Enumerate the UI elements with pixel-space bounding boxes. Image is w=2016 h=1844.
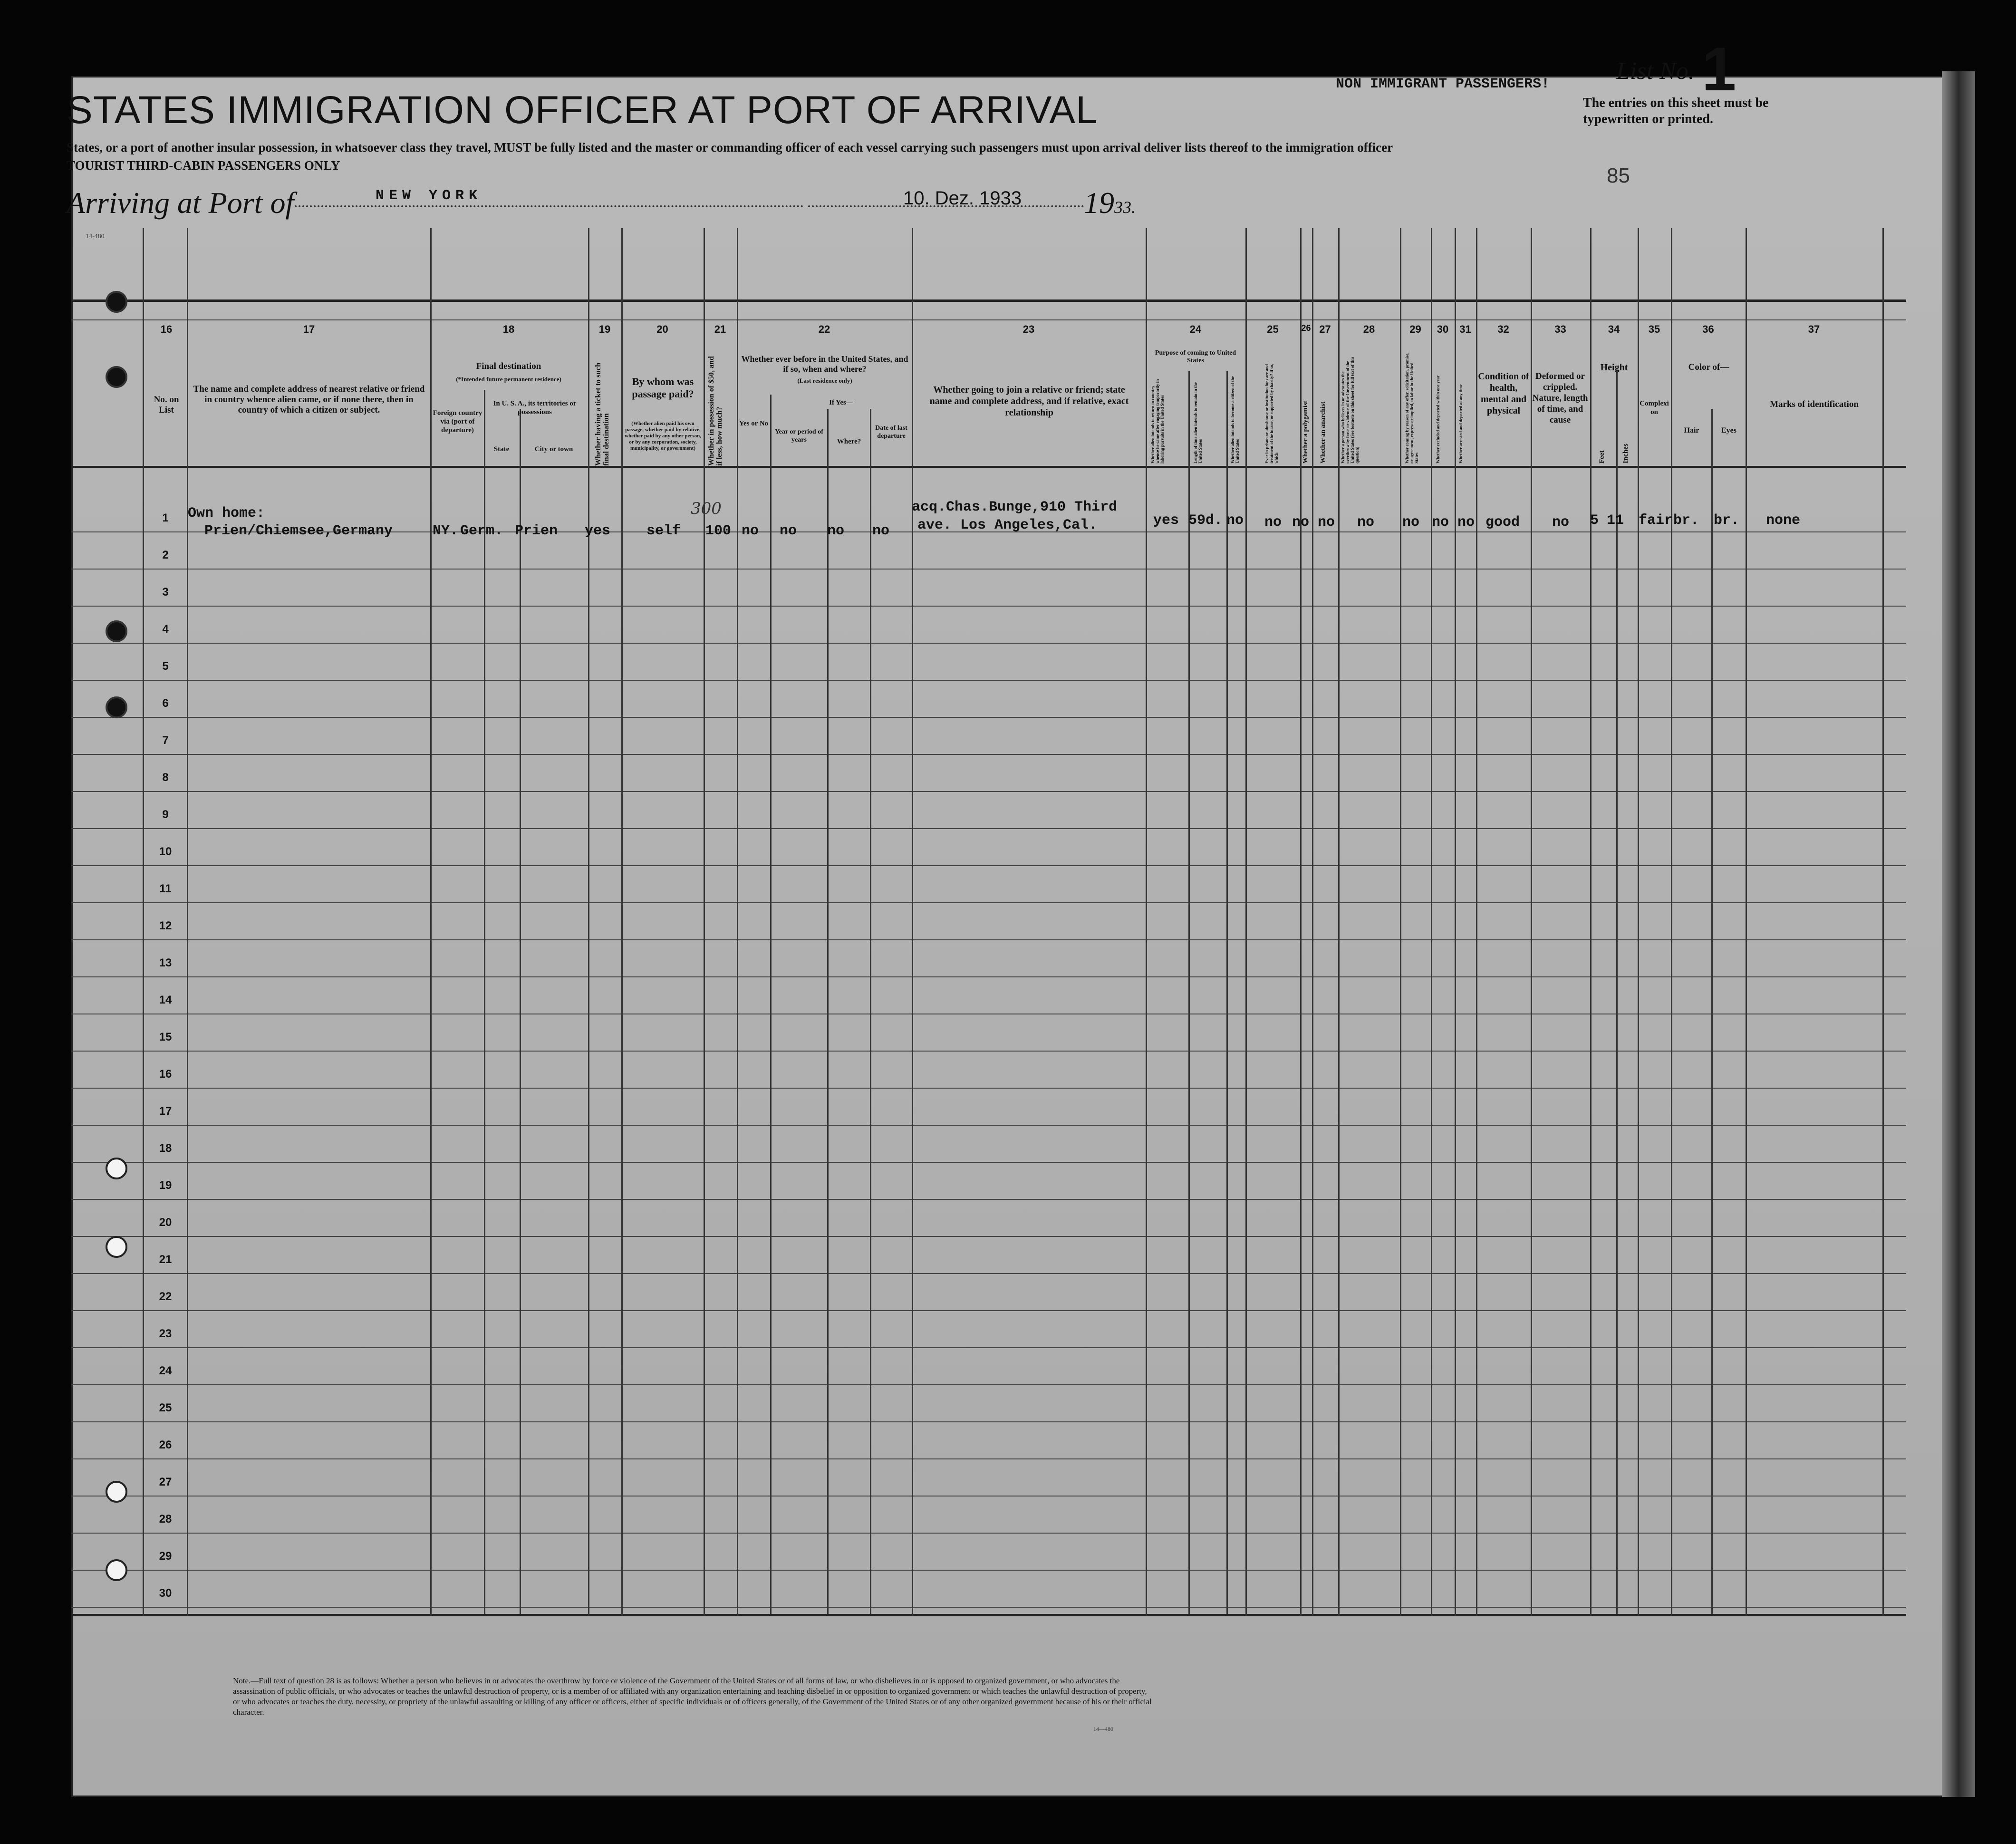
column-number: 34 bbox=[1608, 323, 1620, 335]
header-intends-citizen: Whether alien intends to become a citizen of the United States bbox=[1230, 376, 1240, 463]
col-divider bbox=[1531, 228, 1532, 1616]
header-length-of-stay: Length of time alien intends to remain in the United States bbox=[1193, 382, 1203, 463]
row-number: 16 bbox=[159, 1068, 172, 1081]
row-rule bbox=[71, 1273, 1906, 1274]
header-deformed: Deformed or crippled. Nature, length of time, and cause bbox=[1532, 371, 1588, 425]
col-divider bbox=[588, 228, 589, 1616]
cell-eyes: br. bbox=[1714, 512, 1740, 529]
row-number: 7 bbox=[162, 734, 169, 747]
header-color: Color of— bbox=[1688, 362, 1729, 372]
column-number: 32 bbox=[1497, 323, 1509, 335]
binder-hole bbox=[106, 366, 127, 388]
row-rule bbox=[71, 1125, 1906, 1126]
col-divider bbox=[1476, 228, 1477, 1616]
header-health: Condition of health, mental and physical bbox=[1478, 371, 1529, 416]
row-number: 6 bbox=[162, 697, 169, 710]
column-number: 33 bbox=[1554, 323, 1566, 335]
header-yes-no: Yes or No bbox=[739, 420, 769, 427]
arrival-year: 1933. bbox=[1084, 186, 1136, 220]
column-number: 21 bbox=[714, 323, 726, 335]
row-number: 21 bbox=[159, 1253, 172, 1266]
col-divider bbox=[1746, 228, 1747, 1616]
cell-hair: br. bbox=[1673, 512, 1699, 529]
col-divider bbox=[1616, 371, 1618, 1614]
row-number: 12 bbox=[159, 919, 172, 932]
column-number: 19 bbox=[598, 323, 611, 335]
row-number: 26 bbox=[159, 1439, 172, 1451]
header-relative-address: The name and complete address of nearest relative or friend in country whence alien came, or if none there, then in country of which a citizen or subject. bbox=[193, 384, 425, 415]
table-top-rule bbox=[71, 299, 1906, 302]
cell-excluded: no bbox=[1432, 514, 1449, 531]
cell-return: yes bbox=[1153, 512, 1179, 529]
cell-money-handwritten: 300 bbox=[691, 499, 722, 518]
column-number: 27 bbox=[1319, 323, 1331, 335]
row-rule bbox=[71, 828, 1906, 829]
cell-length: 59d. bbox=[1188, 512, 1223, 529]
col-divider bbox=[870, 409, 871, 1614]
header-if-yes: If Yes— bbox=[829, 399, 853, 406]
header-prison: Ever in prison or almshouse or institution for care and treatment of the insane, or supported by charity? If so, which bbox=[1264, 364, 1279, 463]
row-rule bbox=[71, 606, 1906, 607]
column-number: 29 bbox=[1409, 323, 1421, 335]
header-ticket: Whether having a ticket to such final destination bbox=[594, 362, 610, 466]
cell-city: Prien bbox=[515, 523, 558, 539]
header-marks: Marks of identification bbox=[1770, 399, 1859, 409]
cell-complexion: fair bbox=[1639, 512, 1673, 529]
header-where: Where? bbox=[837, 438, 861, 445]
row-rule bbox=[71, 1236, 1906, 1237]
row-number: 22 bbox=[159, 1290, 172, 1303]
cell-before-year: no bbox=[780, 523, 797, 539]
header-overthrow: Whether a person who believes in or advocates the overthrow by force or violence of the Government of the United States (See footnote on this sheet for full text of this question) bbox=[1341, 357, 1360, 463]
row-number: 1 bbox=[162, 512, 169, 524]
col-divider bbox=[1431, 228, 1432, 1616]
header-eyes: Eyes bbox=[1721, 426, 1736, 434]
cell-before-yesno: no bbox=[742, 523, 759, 539]
row-rule bbox=[71, 1533, 1906, 1534]
port-of-arrival: NEW YORK bbox=[376, 188, 482, 204]
column-number: 36 bbox=[1702, 323, 1714, 335]
row-rule bbox=[71, 976, 1906, 977]
row-number: 19 bbox=[159, 1179, 172, 1192]
col-divider bbox=[1312, 228, 1313, 1616]
row-rule bbox=[71, 939, 1906, 940]
col-divider bbox=[1188, 371, 1190, 1614]
cell-polygamist: no bbox=[1292, 514, 1310, 531]
binder-hole bbox=[106, 1158, 127, 1179]
cell-inches: 11 bbox=[1607, 512, 1624, 529]
row-number: 8 bbox=[162, 771, 169, 784]
col-divider bbox=[1638, 228, 1639, 1616]
footnote: Note.—Full text of question 28 is as follows: Whether a person who believes in or advocates the overthrow by force or violence of the Government of the United States or of all forms of law, or who disbelieves in or is opposed to organized government, or who advocates the assassination of public officials, or who advocates or teaches the unlawful destruction of property, or is a member of or affiliated with any organization entertaining and teaching disbelief in or opposition to organized government or which teaches the unlawful destruction of property, or who advocates or teaches the duty, necessity, or propriety of the unlawful assaulting or killing of any officer or officers, either of specific individuals or of officers generally, of the Government of the United States or of any other organized government because of his or their official character. bbox=[233, 1676, 1152, 1717]
col-divider bbox=[1671, 228, 1672, 1616]
header-final-destination-sub: (*Intended future permanent residence) bbox=[456, 376, 561, 383]
header-in-usa: In U. S. A., its territories or possessions bbox=[493, 400, 577, 416]
instructions-text: States, or a port of another insular possession, in whatsoever class they travel, MUST be fully listed and the master or commanding officer of each vessel carrying such passengers must upon arrival deliver lists thereof to the immigration officer bbox=[67, 140, 1393, 154]
row-rule bbox=[71, 717, 1906, 718]
col-divider bbox=[912, 228, 913, 1616]
column-number: 35 bbox=[1648, 323, 1660, 335]
arrival-date: 10. Dez. 1933 bbox=[903, 188, 1022, 209]
row-number: 18 bbox=[159, 1142, 172, 1155]
header-inches: Inches bbox=[1622, 444, 1630, 463]
cell-ticket: yes bbox=[585, 523, 611, 539]
header-anarchist: Whether an anarchist bbox=[1320, 401, 1327, 463]
cell-citizen: no bbox=[1226, 512, 1244, 529]
cell-health: good bbox=[1485, 514, 1520, 531]
row-number: 4 bbox=[162, 623, 169, 636]
row-number: 5 bbox=[162, 660, 169, 673]
col-divider bbox=[1245, 228, 1247, 1616]
col-divider bbox=[1590, 228, 1592, 1616]
column-number: 20 bbox=[656, 323, 668, 335]
non-immigrant-label: NON IMMIGRANT PASSENGERS! bbox=[1336, 76, 1550, 92]
header-height: Height bbox=[1600, 362, 1628, 373]
row-rule bbox=[71, 1458, 1906, 1459]
col-divider bbox=[1882, 228, 1884, 1616]
cell-before-where: no bbox=[827, 523, 845, 539]
row-number: 13 bbox=[159, 956, 172, 969]
header-year-period: Year or period of years bbox=[775, 428, 823, 444]
row-number: 14 bbox=[159, 994, 172, 1006]
col-divider bbox=[1146, 228, 1147, 1616]
row-number: 24 bbox=[159, 1364, 172, 1377]
col-divider bbox=[737, 228, 738, 1616]
col-divider bbox=[704, 228, 705, 1616]
row-number: 9 bbox=[162, 808, 169, 821]
page-stamp: 85 bbox=[1607, 164, 1630, 187]
col-divider bbox=[1226, 371, 1228, 1614]
binder-hole bbox=[106, 1559, 127, 1581]
row-number: 27 bbox=[159, 1476, 172, 1488]
row-number: 2 bbox=[162, 549, 169, 561]
row-number: 29 bbox=[159, 1550, 172, 1563]
row-rule bbox=[71, 902, 1906, 903]
header-paid-by: By whom was passage paid? bbox=[632, 376, 694, 400]
column-number: 22 bbox=[818, 323, 830, 335]
row-rule bbox=[71, 1088, 1906, 1089]
col-divider bbox=[1338, 228, 1340, 1616]
list-label: List No. bbox=[1616, 58, 1695, 85]
column-number: 18 bbox=[502, 323, 515, 335]
cell-relative-line1: Own home: bbox=[188, 505, 265, 521]
header-last-departure: Date of last departure bbox=[875, 425, 907, 440]
cell-prison: no bbox=[1264, 514, 1282, 531]
cell-marks: none bbox=[1766, 512, 1801, 529]
col-divider bbox=[1455, 228, 1456, 1616]
cell-joining-line1: acq.Chas.Bunge,910 Third bbox=[912, 499, 1118, 515]
header-arrested: Whether arrested and deported at any time bbox=[1458, 384, 1463, 463]
row-rule bbox=[71, 1310, 1906, 1311]
cell-relative-line2: Prien/Chiemsee,Germany bbox=[204, 523, 393, 539]
col-divider bbox=[187, 228, 188, 1616]
arriving-label: Arriving at Port of bbox=[67, 186, 294, 220]
header-money: Whether in possession of $50, and if less, how much? bbox=[707, 356, 723, 466]
row-number: 10 bbox=[159, 845, 172, 858]
cell-deformed: no bbox=[1552, 514, 1570, 531]
column-number: 24 bbox=[1189, 323, 1202, 335]
col-divider bbox=[1711, 409, 1713, 1614]
row-rule bbox=[71, 643, 1906, 644]
binder-hole bbox=[106, 1481, 127, 1503]
header-labor-offer: Whether coming by reason of any offer, solicitation, promise, or agreement, express or implied, to labor in the United States bbox=[1405, 352, 1419, 463]
header-before-in-us: Whether ever before in the United States, and if so, when and where? bbox=[741, 354, 908, 374]
header-paid-by-sub: (Whether alien paid his own passage, whether paid by relative, whether paid by any other person, or by any corporation, society, municipality, or government) bbox=[625, 421, 701, 451]
header-purpose: Purpose of coming to United States bbox=[1155, 349, 1236, 364]
port-underline bbox=[295, 205, 803, 207]
cell-state: Germ. bbox=[460, 523, 503, 539]
entries-note: The entries on this sheet must be typewritten or printed. bbox=[1583, 96, 1769, 126]
col-divider bbox=[827, 409, 829, 1614]
row-number: 17 bbox=[159, 1105, 172, 1118]
row-number: 30 bbox=[159, 1587, 172, 1600]
page-title: STATES IMMIGRATION OFFICER AT PORT OF ARRIVAL bbox=[67, 88, 1098, 132]
row-rule bbox=[71, 1347, 1906, 1348]
column-number: 31 bbox=[1459, 323, 1471, 335]
row-number: 25 bbox=[159, 1401, 172, 1414]
row-rule bbox=[71, 754, 1906, 755]
header-before-in-us-sub: (Last residence only) bbox=[797, 377, 852, 384]
cell-overthrow: no bbox=[1357, 514, 1375, 531]
cell-paid-by: self bbox=[646, 523, 681, 539]
row-number: 15 bbox=[159, 1031, 172, 1043]
row-rule bbox=[71, 1570, 1906, 1571]
row-rule bbox=[71, 865, 1906, 866]
row-rule bbox=[71, 791, 1906, 792]
cell-foreign-country: NY. bbox=[433, 523, 459, 539]
header-hair: Hair bbox=[1684, 426, 1699, 434]
col-divider bbox=[621, 228, 623, 1616]
row-rule bbox=[71, 1384, 1906, 1385]
binder-hole bbox=[106, 291, 127, 313]
binder-hole bbox=[106, 1236, 127, 1258]
row-number: 23 bbox=[159, 1327, 172, 1340]
cell-money: 100 bbox=[705, 523, 732, 539]
cell-joining-line2: ave. Los Angeles,Cal. bbox=[917, 517, 1098, 533]
column-number: 25 bbox=[1267, 323, 1279, 335]
column-number: 26 bbox=[1301, 323, 1311, 333]
row-number: 20 bbox=[159, 1216, 172, 1229]
col-divider bbox=[520, 409, 521, 1614]
row-number: 3 bbox=[162, 586, 169, 599]
binder-hole bbox=[106, 620, 127, 642]
column-number: 23 bbox=[1022, 323, 1035, 335]
passenger-class: TOURIST THIRD-CABIN PASSENGERS ONLY bbox=[67, 158, 340, 173]
header-feet: Feet bbox=[1598, 450, 1606, 463]
form-number: 14-480 bbox=[86, 233, 105, 240]
row-rule bbox=[71, 1607, 1906, 1608]
column-number: 37 bbox=[1808, 323, 1820, 335]
header-foreign-country: Foreign country via (port of departure) bbox=[433, 409, 482, 434]
header-state: State bbox=[493, 445, 510, 453]
column-number: 30 bbox=[1437, 323, 1449, 335]
table-bottom-rule bbox=[71, 1614, 1906, 1616]
header-bottom-rule bbox=[71, 466, 1906, 468]
header-joining-relative: Whether going to join a relative or friend; state name and complete address, and if relative, exact relationship bbox=[929, 385, 1129, 418]
column-number: 16 bbox=[160, 323, 173, 335]
cell-anarchist: no bbox=[1318, 514, 1335, 531]
row-rule bbox=[71, 680, 1906, 681]
cell-feet: 5 bbox=[1590, 512, 1599, 529]
row-rule bbox=[71, 1421, 1906, 1422]
column-number: 28 bbox=[1363, 323, 1375, 335]
page-edge bbox=[1942, 71, 1975, 1797]
header-polygamist: Whether a polygamist bbox=[1302, 401, 1309, 463]
row-rule bbox=[71, 569, 1906, 570]
col-divider bbox=[143, 228, 144, 1616]
cell-arrested: no bbox=[1457, 514, 1475, 531]
col-divider bbox=[430, 228, 432, 1616]
row-number: 11 bbox=[159, 882, 172, 895]
col-divider bbox=[770, 395, 772, 1614]
column-number: 17 bbox=[303, 323, 315, 335]
row-number: 28 bbox=[159, 1513, 172, 1525]
form-code: 14—480 bbox=[1093, 1726, 1113, 1732]
row-rule bbox=[71, 1199, 1906, 1200]
header-excluded: Whether excluded and deported within one year bbox=[1436, 375, 1440, 463]
row-rule bbox=[71, 1051, 1906, 1052]
list-number: 1 bbox=[1702, 34, 1736, 104]
binder-hole bbox=[106, 696, 127, 718]
header-complexion: Complexion bbox=[1640, 400, 1669, 416]
header-intends-return: Whether alien intends to return to country whence he came after engaging temporarily in laboring pursuits in the United States bbox=[1150, 379, 1165, 463]
header-no-on-list: No. on List bbox=[154, 395, 179, 415]
cell-labor-offer: no bbox=[1402, 514, 1420, 531]
header-city: City or town bbox=[534, 445, 573, 453]
col-divider bbox=[1400, 228, 1401, 1616]
cell-before-date: no bbox=[872, 523, 890, 539]
row-rule bbox=[71, 1162, 1906, 1163]
colnum-rule bbox=[71, 319, 1906, 320]
header-final-destination: Final destination bbox=[476, 361, 541, 371]
col-divider bbox=[484, 390, 485, 1614]
